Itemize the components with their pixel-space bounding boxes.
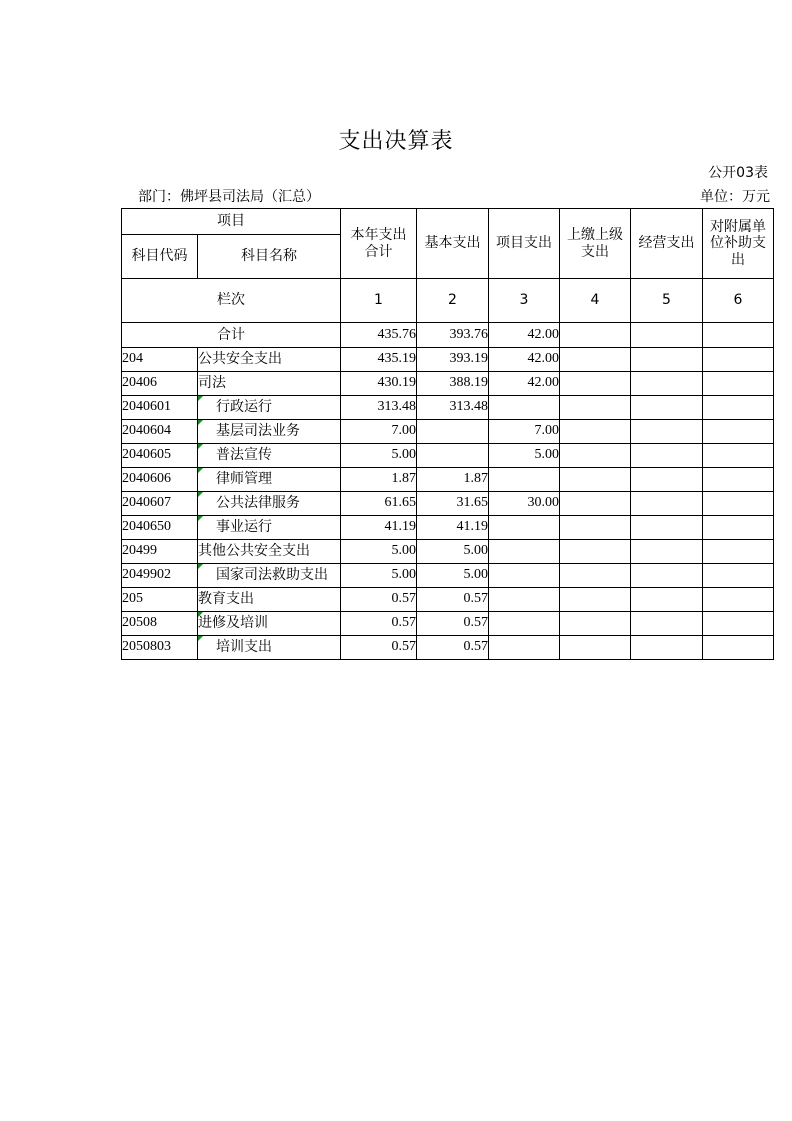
row-project xyxy=(489,564,560,588)
row-total: 0.57 xyxy=(341,612,417,636)
row-code: 2040606 xyxy=(122,468,198,492)
table-row xyxy=(122,588,774,612)
row-upper xyxy=(560,444,631,468)
column-index-6: 6 xyxy=(703,279,774,323)
row-code: 2049902 xyxy=(122,564,198,588)
table-row xyxy=(122,348,774,372)
row-name: 教育支出 xyxy=(198,588,341,612)
row-total: 5.00 xyxy=(341,540,417,564)
row-business xyxy=(631,396,703,420)
row-total: 41.19 xyxy=(341,516,417,540)
cell-marker-icon xyxy=(198,396,203,401)
header-total: 本年支出合计 xyxy=(341,209,417,279)
row-total: 435.19 xyxy=(341,348,417,372)
header-project: 项目支出 xyxy=(489,209,560,279)
header-name: 科目名称 xyxy=(198,235,341,279)
header-item: 项目 xyxy=(122,209,341,235)
summary-subsidiary xyxy=(703,323,774,348)
summary-row xyxy=(122,323,774,348)
row-basic: 388.19 xyxy=(417,372,489,396)
row-code: 20499 xyxy=(122,540,198,564)
row-code: 2040650 xyxy=(122,516,198,540)
row-business xyxy=(631,348,703,372)
row-total: 1.87 xyxy=(341,468,417,492)
row-name: 其他公共安全支出 xyxy=(198,540,341,564)
row-total: 0.57 xyxy=(341,636,417,660)
table-row xyxy=(122,564,774,588)
row-business xyxy=(631,588,703,612)
row-project xyxy=(489,396,560,420)
row-project xyxy=(489,540,560,564)
row-business xyxy=(631,444,703,468)
column-index-4: 4 xyxy=(560,279,631,323)
table-row xyxy=(122,636,774,660)
row-basic: 5.00 xyxy=(417,564,489,588)
row-basic: 41.19 xyxy=(417,516,489,540)
summary-business xyxy=(631,323,703,348)
column-index-2: 2 xyxy=(417,279,489,323)
row-subsidiary xyxy=(703,516,774,540)
table-row xyxy=(122,492,774,516)
row-basic: 393.19 xyxy=(417,348,489,372)
table-row xyxy=(122,540,774,564)
row-subsidiary xyxy=(703,348,774,372)
row-upper xyxy=(560,516,631,540)
row-subsidiary xyxy=(703,396,774,420)
expenditure-table xyxy=(121,208,774,660)
row-code: 2050803 xyxy=(122,636,198,660)
row-subsidiary xyxy=(703,420,774,444)
row-code: 2040605 xyxy=(122,444,198,468)
row-project xyxy=(489,588,560,612)
table-row xyxy=(122,516,774,540)
row-project: 7.00 xyxy=(489,420,560,444)
header-code: 科目代码 xyxy=(122,235,198,279)
header-business: 经营支出 xyxy=(631,209,703,279)
row-basic: 31.65 xyxy=(417,492,489,516)
row-business xyxy=(631,612,703,636)
row-code: 20406 xyxy=(122,372,198,396)
row-project xyxy=(489,636,560,660)
row-business xyxy=(631,468,703,492)
header-row-1 xyxy=(122,209,774,235)
cell-marker-icon xyxy=(198,564,203,569)
row-name: 事业运行 xyxy=(198,516,341,540)
row-name: 基层司法业务 xyxy=(198,420,341,444)
row-upper xyxy=(560,420,631,444)
row-project: 42.00 xyxy=(489,372,560,396)
header-basic: 基本支出 xyxy=(417,209,489,279)
row-upper xyxy=(560,468,631,492)
row-subsidiary xyxy=(703,612,774,636)
row-name: 进修及培训 xyxy=(198,612,341,636)
row-upper xyxy=(560,372,631,396)
row-upper xyxy=(560,564,631,588)
column-index-3: 3 xyxy=(489,279,560,323)
cell-marker-icon xyxy=(198,444,203,449)
row-name: 公共安全支出 xyxy=(198,348,341,372)
table-row xyxy=(122,372,774,396)
row-subsidiary xyxy=(703,492,774,516)
form-number: 公开03表 xyxy=(708,165,768,181)
column-index-1: 1 xyxy=(341,279,417,323)
row-code: 205 xyxy=(122,588,198,612)
row-business xyxy=(631,564,703,588)
row-project: 5.00 xyxy=(489,444,560,468)
table-row xyxy=(122,444,774,468)
row-upper xyxy=(560,612,631,636)
row-subsidiary xyxy=(703,372,774,396)
row-basic: 5.00 xyxy=(417,540,489,564)
summary-total: 435.76 xyxy=(341,323,417,348)
cell-marker-icon xyxy=(198,492,203,497)
row-project: 42.00 xyxy=(489,348,560,372)
row-code: 20508 xyxy=(122,612,198,636)
row-business xyxy=(631,540,703,564)
row-business xyxy=(631,516,703,540)
row-code: 2040607 xyxy=(122,492,198,516)
summary-basic: 393.76 xyxy=(417,323,489,348)
row-upper xyxy=(560,396,631,420)
row-basic: 1.87 xyxy=(417,468,489,492)
row-subsidiary xyxy=(703,564,774,588)
column-index-row xyxy=(122,279,774,323)
row-total: 430.19 xyxy=(341,372,417,396)
row-subsidiary xyxy=(703,588,774,612)
column-index-label: 栏次 xyxy=(122,279,341,323)
row-total: 7.00 xyxy=(341,420,417,444)
row-name: 国家司法救助支出 xyxy=(198,564,341,588)
row-total: 5.00 xyxy=(341,444,417,468)
row-basic: 313.48 xyxy=(417,396,489,420)
page-title: 支出决算表 xyxy=(338,129,454,154)
row-basic xyxy=(417,420,489,444)
column-index-5: 5 xyxy=(631,279,703,323)
row-subsidiary xyxy=(703,636,774,660)
row-business xyxy=(631,420,703,444)
row-project: 30.00 xyxy=(489,492,560,516)
row-upper xyxy=(560,636,631,660)
row-name: 行政运行 xyxy=(198,396,341,420)
row-code: 2040604 xyxy=(122,420,198,444)
table-row xyxy=(122,396,774,420)
row-name: 普法宣传 xyxy=(198,444,341,468)
row-name: 司法 xyxy=(198,372,341,396)
row-business xyxy=(631,636,703,660)
summary-label: 合计 xyxy=(122,323,341,348)
summary-project: 42.00 xyxy=(489,323,560,348)
row-name: 培训支出 xyxy=(198,636,341,660)
summary-upper xyxy=(560,323,631,348)
row-total: 0.57 xyxy=(341,588,417,612)
cell-marker-icon xyxy=(198,420,203,425)
header-upper: 上缴上级支出 xyxy=(560,209,631,279)
unit-label: 单位：万元 xyxy=(700,189,770,205)
row-code: 204 xyxy=(122,348,198,372)
row-total: 61.65 xyxy=(341,492,417,516)
cell-marker-icon xyxy=(198,636,203,641)
cell-marker-icon xyxy=(198,516,203,521)
row-name: 公共法律服务 xyxy=(198,492,341,516)
row-project xyxy=(489,468,560,492)
row-name: 律师管理 xyxy=(198,468,341,492)
cell-marker-icon xyxy=(198,612,203,617)
row-subsidiary xyxy=(703,468,774,492)
row-business xyxy=(631,492,703,516)
row-total: 5.00 xyxy=(341,564,417,588)
row-basic: 0.57 xyxy=(417,636,489,660)
row-project xyxy=(489,516,560,540)
department-label: 部门：佛坪县司法局（汇总） xyxy=(138,189,320,205)
row-upper xyxy=(560,492,631,516)
row-project xyxy=(489,612,560,636)
row-basic xyxy=(417,444,489,468)
row-upper xyxy=(560,540,631,564)
row-basic: 0.57 xyxy=(417,588,489,612)
table-row xyxy=(122,420,774,444)
cell-marker-icon xyxy=(198,468,203,473)
row-subsidiary xyxy=(703,444,774,468)
row-code: 2040601 xyxy=(122,396,198,420)
row-total: 313.48 xyxy=(341,396,417,420)
table-row xyxy=(122,612,774,636)
row-upper xyxy=(560,588,631,612)
row-basic: 0.57 xyxy=(417,612,489,636)
row-business xyxy=(631,372,703,396)
row-upper xyxy=(560,348,631,372)
table-row xyxy=(122,468,774,492)
row-subsidiary xyxy=(703,540,774,564)
header-subsidiary: 对附属单位补助支出 xyxy=(703,209,774,279)
